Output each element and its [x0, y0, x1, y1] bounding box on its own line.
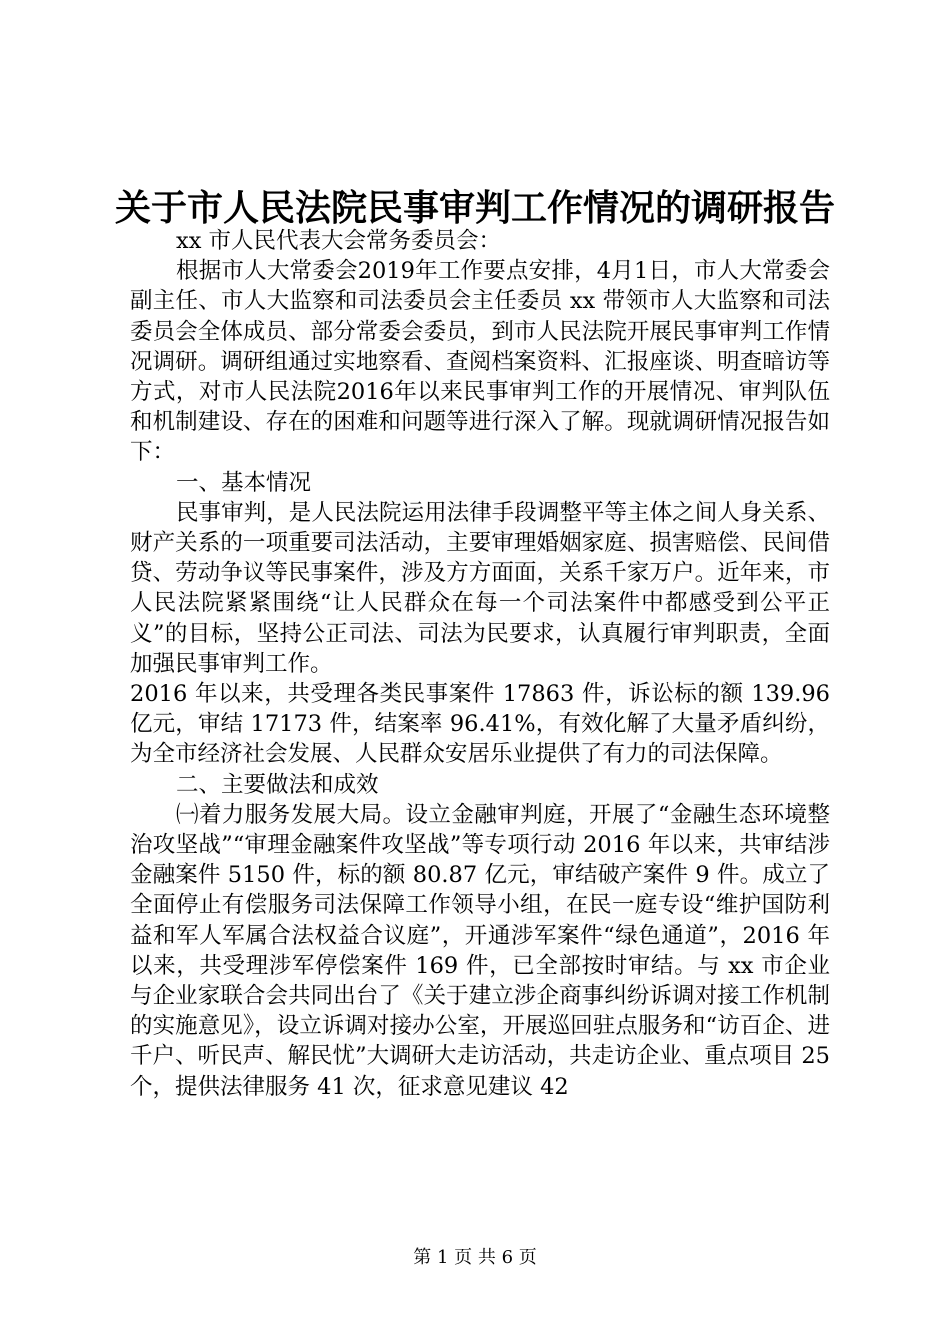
salutation: xx 市人民代表大会常务委员会： [176, 228, 502, 254]
page-number-footer: 第 1 页 共 6 页 [413, 1247, 537, 1268]
section-heading-measures: 二、主要做法和成效 [176, 771, 379, 798]
document-body [130, 226, 830, 1102]
paragraph-serve-development: ㈠着力服务发展大局。设立金融审判庭，开展了“金融生态环境整治攻坚战”“审理金融案件攻坚战”等专项行动 2016 年以来，共审结涉金融案件 5150 件，标的额 80.87 亿元，审结破产案件 9 件。成立了全面停止有偿服务司法保障工作领导小组，在民一庭专设“维护国防利益和军人军属合法权益合议庭”，开通涉军案件“绿色通道”，2016 年以来，共受理涉军停偿案件 169 件，已全部按时审结。与 xx 市企业与企业家联合会共同出台了《关于建立涉企商事纠纷诉调对接工作机制的实施意见》，设立诉调对接办公室，开展巡回驻点服务和“访百企、进千户、听民声、解民忧”大调研大走访活动，共走访企业、重点项目 25 个，提供法律服务 41 次，征求意见建议 42 [130, 801, 830, 1100]
section-heading-basic: 一、基本情况 [176, 469, 312, 496]
paragraph-intro: 根据市人大常委会2019年工作要点安排，4月1日，市人大常委会副主任、市人大监察和司法委员会主任委员 xx 带领市人大监察和司法委员会全体成员、部分常委会委员，到市人民法院开展民事审判工作情况调研。调研组通过实地察看、查阅档案资料、汇报座谈、明查暗访等方式，对市人民法院2016年以来民事审判工作的开展情况、审判队伍和机制建设、存在的困难和问题等进行深入了解。现就调研情况报告如下： [130, 258, 830, 466]
document-title: 关于市人民法院民事审判工作情况的调研报告 [114, 187, 835, 229]
paragraph-basic-situation: 民事审判，是人民法院运用法律手段调整平等主体之间人身关系、财产关系的一项重要司法活动，主要审理婚姻家庭、损害赔偿、民间借贷、劳动争议等民事案件，涉及方方面面，关系千家万户。近年来，市人民法院紧紧围绕“让人民群众在每一个司法案件中都感受到公平正义”的目标，坚持公正司法、司法为民要求，认真履行审判职责，全面加强民事审判工作。 [130, 499, 830, 677]
paragraph-statistics: 2016 年以来，共受理各类民事案件 17863 件，诉讼标的额 139.96 亿元，审结 17173 件，结案率 96.41%，有效化解了大量矛盾纠纷，为全市经济社会发展、人民群众安居乐业提供了有力的司法保障。 [130, 681, 830, 768]
